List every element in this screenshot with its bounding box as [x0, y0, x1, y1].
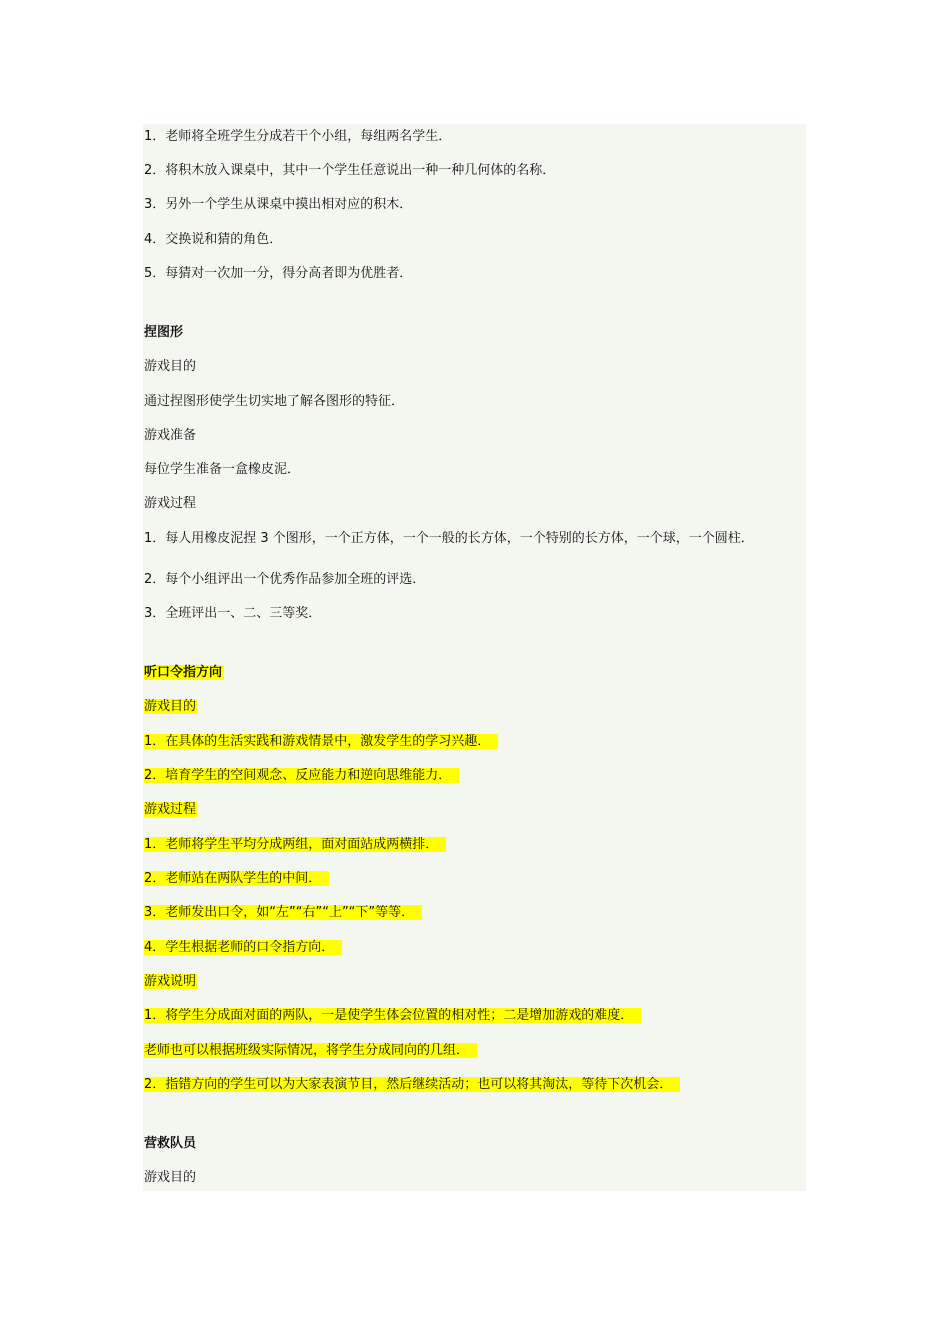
section3-purpose-label: 游戏目的 — [144, 699, 197, 714]
section3-step-2: 2．老师站在两队学生的中间． — [144, 871, 329, 886]
section3-note-3-line — [144, 1076, 680, 1094]
section3-step-2-line — [144, 870, 329, 888]
document-panel — [143, 124, 806, 1191]
section4-title: 营救队员 — [144, 1136, 197, 1151]
section3-step-3-line — [144, 904, 422, 922]
section2-step-1: 1．每人用橡皮泥捏 3 个图形，一个正方体，一个一般的长方体，一个特别的长方体，一个球，一个圆柱． — [144, 531, 754, 546]
section3-process-label: 游戏过程 — [144, 802, 197, 817]
section3-note-3: 2．指错方向的学生可以为大家表演节目，然后继续活动；也可以将其淘汰，等待下次机会． — [144, 1077, 680, 1092]
section1-step-4: 4．交换说和猜的角色． — [144, 232, 283, 247]
section2-prep-label: 游戏准备 — [144, 428, 197, 443]
section3-step-4-line — [144, 939, 342, 957]
section3-process-label-line — [144, 801, 197, 819]
section2-title: 捏图形 — [144, 325, 184, 340]
section2-purpose-label: 游戏目的 — [144, 359, 197, 374]
section3-title: 听口令指方向 — [144, 665, 223, 680]
section1-step-1: 1．老师将全班学生分成若干个小组，每组两名学生． — [144, 129, 452, 144]
section3-purpose-label-line — [144, 698, 197, 716]
section3-step-1: 1．老师将学生平均分成两组，面对面站成两横排． — [144, 837, 446, 852]
section1-step-2: 2．将积木放入课桌中，其中一个学生任意说出一种一种几何体的名称． — [144, 163, 556, 178]
section1-step-3: 3．另外一个学生从课桌中摸出相对应的积木． — [144, 197, 413, 212]
section3-purpose-1-line — [144, 733, 498, 751]
section3-note-2: 老师也可以根据班级实际情况，将学生分成同向的几组． — [144, 1043, 477, 1058]
section3-notes-label-line — [144, 973, 197, 991]
section3-purpose-2-line — [144, 767, 459, 785]
section3-purpose-2: 2．培育学生的空间观念、反应能力和逆向思维能力． — [144, 768, 459, 783]
section3-step-1-line — [144, 836, 446, 854]
section2-purpose-text: 通过捏图形使学生切实地了解各图形的特征． — [144, 394, 405, 409]
section1-step-5: 5．每猜对一次加一分，得分高者即为优胜者． — [144, 266, 413, 281]
section3-step-3: 3．老师发出口令，如“左”“右”“上”“下”等等． — [144, 905, 422, 920]
section3-note-1-line — [144, 1007, 641, 1025]
section3-step-4: 4．学生根据老师的口令指方向． — [144, 940, 342, 955]
section2-step-2: 2．每个小组评出一个优秀作品参加全班的评选． — [144, 572, 426, 587]
section2-process-label: 游戏过程 — [144, 496, 197, 511]
section3-notes-label: 游戏说明 — [144, 974, 197, 989]
section2-prep-text: 每位学生准备一盒橡皮泥． — [144, 462, 301, 477]
section3-title-line — [144, 664, 224, 682]
section4-purpose-label: 游戏目的 — [144, 1170, 197, 1185]
section3-purpose-1: 1．在具体的生活实践和游戏情景中，激发学生的学习兴趣． — [144, 734, 498, 749]
section3-note-1: 1．将学生分成面对面的两队，一是使学生体会位置的相对性；二是增加游戏的难度． — [144, 1008, 641, 1023]
section3-note-2-line — [144, 1042, 477, 1060]
section2-step-3: 3．全班评出一、二、三等奖． — [144, 606, 322, 621]
